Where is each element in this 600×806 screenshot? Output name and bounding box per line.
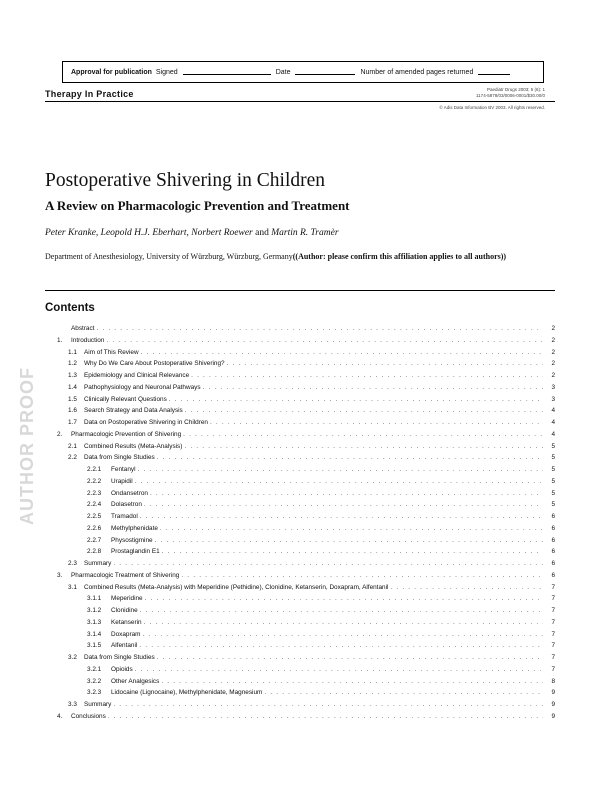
toc-leader-dots <box>264 689 543 696</box>
toc-entry <box>57 501 555 513</box>
toc-leader-dots <box>184 443 543 450</box>
toc-entry-page: 3 <box>551 395 555 403</box>
toc-leader-dots <box>227 360 543 367</box>
toc-entry-label: Alfentanil <box>111 642 138 650</box>
toc-leader-dots <box>138 466 543 473</box>
toc-leader-dots <box>210 419 543 426</box>
toc-entry-number: 3.1.2 <box>87 607 102 614</box>
toc-entry-number: 3.3 <box>68 701 77 708</box>
toc-entry-page: 6 <box>551 536 555 544</box>
toc-entry-number: 2.2.7 <box>87 536 102 544</box>
toc-entry-page: 5 <box>551 466 555 473</box>
toc-entry-number: 3.1.5 <box>87 642 102 650</box>
toc-entry <box>57 419 555 431</box>
article-subtitle: A Review on Pharmacologic Prevention and Treatment <box>45 198 350 213</box>
toc-entry-page: 5 <box>551 454 555 462</box>
toc-entry-label: Introduction <box>71 336 105 344</box>
toc-entry-page: 5 <box>551 501 555 509</box>
toc-entry-page: 8 <box>551 677 555 685</box>
toc-entry-number: 2.3 <box>68 560 77 567</box>
toc-entry-label: Meperidine <box>111 595 143 603</box>
toc-entry <box>57 595 555 607</box>
toc-entry <box>57 407 555 419</box>
toc-entry-label: Epidemiology and Clinical Relevance <box>84 372 190 379</box>
toc-entry-number: 3.1.4 <box>87 630 102 638</box>
toc-entry-number: 3.2.3 <box>87 689 102 697</box>
toc-entry <box>57 325 555 337</box>
toc-entry-label: Methylphenidate <box>111 524 158 532</box>
toc-entry-label: Pathophysiology and Neuronal Pathways <box>84 383 201 391</box>
toc-entry <box>57 431 555 443</box>
toc-entry-number: 3.2 <box>68 654 77 661</box>
toc-leader-dots <box>144 501 543 508</box>
toc-leader-dots <box>185 407 543 414</box>
toc-entry-page: 4 <box>551 430 555 438</box>
toc-entry-page: 7 <box>551 642 555 650</box>
toc-entry-page: 7 <box>551 654 555 661</box>
toc-entry-number: 2.2.2 <box>87 477 102 485</box>
toc-entry-label: Why Do We Care About Postoperative Shivering? <box>84 360 225 368</box>
toc-entry <box>57 678 555 690</box>
toc-leader-dots <box>108 713 543 720</box>
toc-leader-dots <box>203 384 543 391</box>
toc-entry <box>57 572 555 584</box>
toc-entry-page: 6 <box>551 524 555 532</box>
toc-leader-dots <box>157 454 543 461</box>
toc-entry-page: 9 <box>551 701 555 708</box>
toc-entry <box>57 607 555 619</box>
toc-entry <box>57 631 555 643</box>
toc-entry-page: 6 <box>551 571 555 579</box>
signed-label: Signed <box>155 68 178 76</box>
toc-leader-dots <box>96 325 543 332</box>
toc-leader-dots <box>161 678 543 685</box>
toc-leader-dots <box>113 560 543 567</box>
toc-leader-dots <box>144 619 543 626</box>
toc-entry-number: 3.1.1 <box>87 595 102 603</box>
toc-entry-number: 1.1 <box>68 348 77 356</box>
toc-entry-page: 4 <box>551 419 555 426</box>
toc-entry-label: Data from Single Studies <box>84 454 155 462</box>
toc-entry-number: 1. <box>57 336 63 344</box>
contents-rule <box>45 290 555 291</box>
toc-entry <box>57 337 555 349</box>
toc-entry-label: Dolasetron <box>111 501 142 509</box>
toc-entry-number: 3.1 <box>68 583 77 591</box>
toc-entry-label: Abstract <box>71 325 95 332</box>
toc-entry <box>57 384 555 396</box>
toc-entry <box>57 560 555 572</box>
amended-label: Number of amended pages returned <box>360 68 474 76</box>
toc-entry <box>57 466 555 478</box>
toc-entry <box>57 619 555 631</box>
toc-entry-label: Other Analgesics <box>111 677 160 685</box>
signed-line <box>183 69 271 75</box>
toc-entry <box>57 701 555 713</box>
toc-entry <box>57 372 555 384</box>
journal-line-2: 1174-5878/03/0006-0001/$30.00/0 <box>476 93 545 98</box>
toc-entry <box>57 689 555 701</box>
authors-last: Martin R. Tramèr <box>271 228 339 238</box>
copyright: © Adis Data Information BV 2003. All rights reserved. <box>439 105 545 110</box>
toc-entry-page: 2 <box>551 336 555 344</box>
toc-entry <box>57 584 555 596</box>
toc-entry-page: 7 <box>551 665 555 673</box>
toc-leader-dots <box>106 337 543 344</box>
toc-entry-number: 2.2.6 <box>87 524 102 532</box>
section-title: Therapy In Practice <box>45 89 134 99</box>
toc-entry-number: 1.6 <box>68 407 77 415</box>
toc-leader-dots <box>141 349 543 356</box>
toc-leader-dots <box>155 537 543 544</box>
toc-entry-number: 2.1 <box>68 442 77 450</box>
toc-entry-page: 5 <box>551 442 555 450</box>
toc-leader-dots <box>390 584 543 591</box>
toc-entry <box>57 490 555 502</box>
toc-entry-number: 3.2.2 <box>87 677 102 685</box>
toc-entry-number: 4. <box>57 712 63 720</box>
toc-entry-label: Clinically Relevant Questions <box>84 395 167 403</box>
toc-leader-dots <box>113 701 543 708</box>
table-of-contents <box>57 325 555 725</box>
toc-entry-label: Opioids <box>111 665 133 673</box>
amended-line <box>478 69 510 75</box>
authors <box>45 228 339 238</box>
toc-entry-number: 1.3 <box>68 372 77 379</box>
toc-entry-number: 2.2.1 <box>87 466 102 473</box>
toc-entry-number: 2.2.4 <box>87 501 102 509</box>
authors-main: Peter Kranke, Leopold H.J. Eberhart, Norbert Roewer <box>45 228 253 238</box>
header-rule <box>45 101 555 102</box>
toc-entry-label: Clonidine <box>111 607 138 614</box>
toc-entry <box>57 349 555 361</box>
toc-entry-page: 7 <box>551 583 555 591</box>
toc-entry <box>57 525 555 537</box>
toc-entry-page: 5 <box>551 489 555 497</box>
toc-entry-label: Summary <box>84 560 112 567</box>
toc-entry-label: Ketanserin <box>111 618 142 626</box>
toc-leader-dots <box>162 548 543 555</box>
toc-entry-label: Data from Single Studies <box>84 654 155 661</box>
date-line <box>295 69 355 75</box>
toc-entry <box>57 443 555 455</box>
toc-leader-dots <box>140 607 543 614</box>
toc-entry <box>57 654 555 666</box>
toc-entry-page: 7 <box>551 630 555 638</box>
date-label: Date <box>275 68 291 76</box>
toc-leader-dots <box>183 431 543 438</box>
toc-entry-number: 2.2.8 <box>87 548 102 556</box>
journal-line-1: Paediatr Drugs 2003; 5 (6): 1 <box>486 87 545 92</box>
article-title: Postoperative Shivering in Children <box>45 170 326 191</box>
toc-entry <box>57 478 555 490</box>
toc-entry-page: 9 <box>551 712 555 720</box>
toc-entry-label: Fentanyl <box>111 466 136 473</box>
toc-entry-page: 2 <box>551 372 555 379</box>
toc-leader-dots <box>150 490 543 497</box>
toc-entry-label: Urapidil <box>111 477 133 485</box>
toc-entry <box>57 548 555 560</box>
toc-entry-number: 3.1.3 <box>87 618 102 626</box>
author-proof-watermark: AUTHOR PROOF <box>17 367 37 525</box>
toc-entry-page: 6 <box>551 560 555 567</box>
toc-entry-number: 2.2 <box>68 454 77 462</box>
toc-entry-page: 9 <box>551 689 555 697</box>
affiliation-text: Department of Anesthesiology, University of Würzburg, Würzburg, Germany <box>45 252 293 261</box>
toc-leader-dots <box>157 654 543 661</box>
toc-leader-dots <box>139 642 543 649</box>
toc-entry-page: 5 <box>551 477 555 485</box>
toc-entry <box>57 537 555 549</box>
toc-leader-dots <box>142 631 543 638</box>
toc-entry-label: Pharmacologic Prevention of Shivering <box>71 430 182 438</box>
authors-and: and <box>255 228 269 238</box>
toc-entry-label: Lidocaine (Lignocaine), Methylphenidate, Magnesium <box>111 689 263 697</box>
toc-entry-number: 2.2.3 <box>87 489 102 497</box>
toc-entry-page: 6 <box>551 513 555 520</box>
toc-entry-label: Physostigmine <box>111 536 153 544</box>
toc-entry-label: Pharmacologic Treatment of Shivering <box>71 571 180 579</box>
toc-entry <box>57 360 555 372</box>
approval-box <box>62 61 544 83</box>
affiliation <box>45 251 545 263</box>
toc-entry-number: 2. <box>57 430 63 438</box>
approval-heading: Approval for publication <box>71 68 152 76</box>
toc-entry-number: 2.2.5 <box>87 513 102 520</box>
toc-entry-page: 2 <box>551 325 555 332</box>
toc-entry-label: Prostaglandin E1 <box>111 548 160 556</box>
toc-entry-number: 1.2 <box>68 360 77 368</box>
toc-leader-dots <box>135 478 543 485</box>
toc-entry-label: Combined Results (Meta-Analysis) with Meperidine (Pethidine), Clonidine, Ketanserin, Doxapram, Alfentanil <box>84 583 389 591</box>
toc-entry-page: 7 <box>551 618 555 626</box>
toc-entry-label: Data on Postoperative Shivering in Children <box>84 419 208 426</box>
toc-entry-label: Ondansetron <box>111 489 148 497</box>
toc-leader-dots <box>181 572 543 579</box>
toc-entry <box>57 642 555 654</box>
toc-entry-page: 2 <box>551 348 555 356</box>
toc-entry-page: 4 <box>551 407 555 415</box>
toc-entry-number: 1.4 <box>68 383 77 391</box>
toc-entry-page: 7 <box>551 607 555 614</box>
toc-entry <box>57 454 555 466</box>
toc-entry-page: 7 <box>551 595 555 603</box>
affiliation-query: ((Author: please confirm this affiliation applies to all authors)) <box>292 252 507 261</box>
toc-entry-label: Aim of This Review <box>84 348 139 356</box>
toc-entry <box>57 666 555 678</box>
toc-entry <box>57 513 555 525</box>
toc-entry-page: 2 <box>551 360 555 368</box>
toc-entry-number: 1.5 <box>68 395 77 403</box>
toc-leader-dots <box>145 595 543 602</box>
journal-info <box>476 87 545 99</box>
toc-entry-label: Conclusions <box>71 712 106 720</box>
toc-leader-dots <box>169 396 543 403</box>
toc-leader-dots <box>135 666 543 673</box>
toc-leader-dots <box>191 372 543 379</box>
toc-entry-label: Doxapram <box>111 630 141 638</box>
toc-leader-dots <box>140 513 543 520</box>
toc-entry-label: Combined Results (Meta-Analysis) <box>84 442 183 450</box>
toc-entry <box>57 713 555 725</box>
toc-entry-number: 3. <box>57 571 63 579</box>
toc-entry <box>57 396 555 408</box>
toc-entry-page: 6 <box>551 548 555 556</box>
contents-heading: Contents <box>45 302 95 314</box>
toc-leader-dots <box>160 525 543 532</box>
toc-entry-page: 3 <box>551 383 555 391</box>
toc-entry-label: Tramadol <box>111 513 138 520</box>
toc-entry-label: Search Strategy and Data Analysis <box>84 407 183 415</box>
toc-entry-label: Summary <box>84 701 112 708</box>
toc-entry-number: 1.7 <box>68 419 77 426</box>
toc-entry-number: 3.2.1 <box>87 665 102 673</box>
